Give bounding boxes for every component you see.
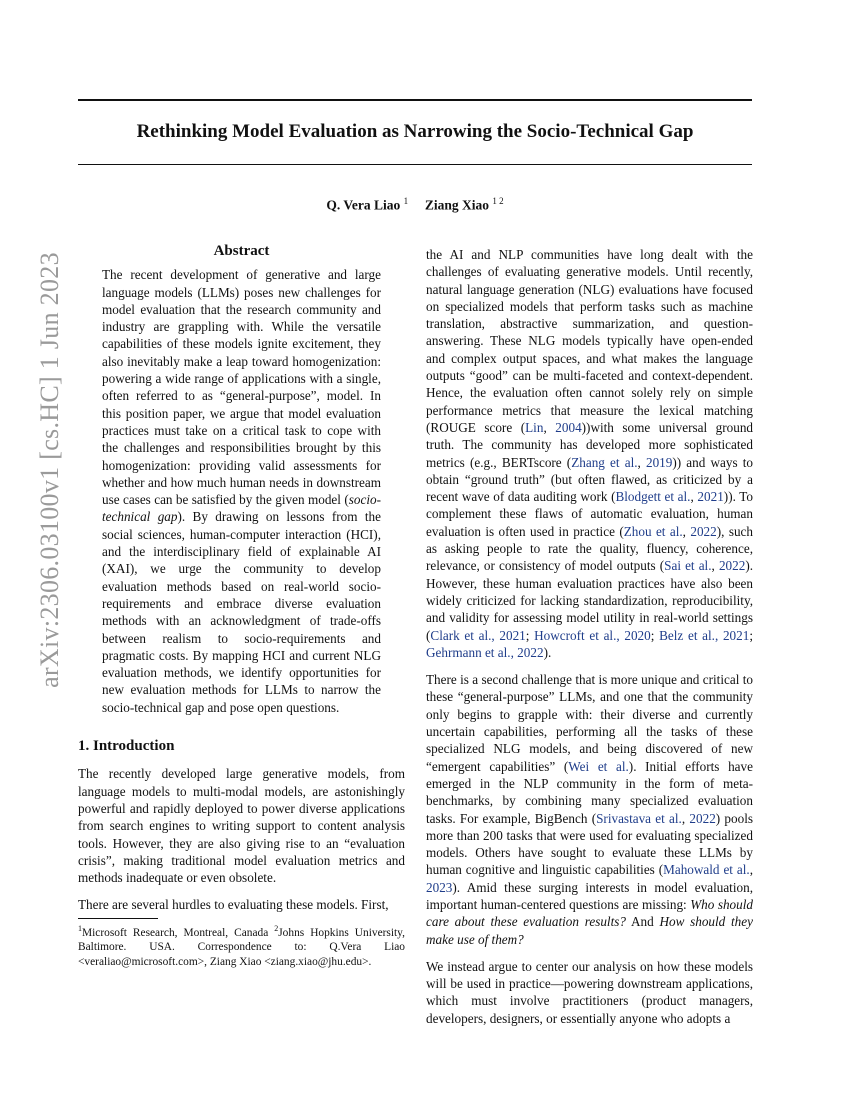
citation-link[interactable]: Mahowald et al.: [663, 862, 750, 878]
citation-link[interactable]: 2022: [690, 523, 717, 539]
citation-link[interactable]: Clark et al., 2021: [430, 627, 526, 643]
citation-link[interactable]: Srivastava et al.: [596, 810, 682, 826]
emphasis-text: socio-technical gap: [102, 492, 381, 525]
author-name: Ziang Xiao: [424, 197, 490, 213]
arxiv-identifier-stamp: arXiv:2306.03100v1 [cs.HC] 1 Jun 2023: [35, 252, 64, 688]
left-column: [78, 243, 405, 924]
body-paragraph: There is a second challenge that is more unique and critical to these “general-purpose” LLMs, and one that the community only begins to grapple with: their diverse and currently uncertain capabilities, performing all the tasks of these specialized NLG models, and being discovered of new “emergent capabilities” (Wei et al.). Initial efforts have emerged in the NLP community in the form of meta-benchmarks, by combining many specialized evaluation tasks. For example, BigBench (Srivastava et al., 2022) pools more than 200 tasks that were used for evaluating specialized models. Others have sought to evaluate these LLMs by human cognitive and linguistic capabilities (Mahowald et al., 2023). Amid these surging interests in model evaluation, important human-centered questions are missing: Who should care about these evaluation results? And How should they make use of them?: [426, 672, 753, 947]
title-top-rule: [78, 99, 752, 101]
footnote-rule: [78, 918, 158, 919]
citation-link[interactable]: 2022: [689, 810, 716, 826]
affiliation-footnote: $^1$Microsoft Research, Montreal, Canada $^2$Johns Hopkins University, Baltimore. USA. Correspondence to: Q.Vera Liao <veraliao@microsoft.com>, Ziang Xiao <ziang.xiao@jhu.edu>.: [78, 924, 405, 968]
body-paragraph: We instead argue to center our analysis on how these models will be used in practice—powering downstream applications, which must involve practitioners (product managers, developers, designers, or essentially anyone who adopts a: [426, 958, 753, 1026]
citation-link[interactable]: Zhou et al.: [623, 523, 683, 539]
citation-link[interactable]: Belz et al., 2021: [659, 627, 750, 643]
citation-link[interactable]: 2021: [697, 489, 724, 505]
body-paragraph: the AI and NLP communities have long dealt with the challenges of evaluating generative models. Until recently, natural language generation (NLG) evaluations have focused on specialized models that perform tasks such as machine translation, abstractive summarization, and question-answering. These NLG models typically have open-ended and complex output spaces, and what makes the language outputs “good” can be multi-faceted and context-dependent. Hence, the evaluation often cannot solely rely on simple performance metrics that measure the lexical matching (ROUGE score (Lin, 2004))with some universal ground truth. The community has developed more sophisticated metrics (e.g., BERTscore (Zhang et al., 2019)) and ways to obtain “ground truth” (but often flawed, as criticized by a recent wave of data auditing work (Blodgett et al., 2021)). To complement these flaws of automatic evaluation, human evaluation is often used in practice (Zhou et al., 2022), such as asking people to rate the quality, fluency, coherence, relevance, or consistency of model outputs (Sai et al., 2022). However, these human evaluation practices have also been widely criticized for lacking standardization, reproducibility, and validity for assessing model utility in real-world settings (Clark et al., 2021; Howcroft et al., 2020; Belz et al., 2021; Gehrmann et al., 2022).: [426, 247, 754, 660]
abstract-text: The recent development of generative and large language models (LLMs) poses new challenges for model evaluation that the research community and industry are grappling with. While the versatile capabilities of these models ignite excitement, they also inevitably make a leap toward homogenization: powering a wide range of applications with a single, often referred to as “general-purpose”, model. In this position paper, we argue that model evaluation practices must take on a critical task to cope with the challenges and responsibilities brought by this homogenization: providing valid assessments for whether and how much human needs in downstream use cases can be satisfied by the given model (socio-technical gap). By drawing on lessons from the social sciences, human-computer interaction (HCI), and the interdisciplinary field of explainable AI (XAI), we urge the community to develop evaluation methods based on real-world socio-requirements and embrace diverse evaluation methods with an acknowledgment of trade-offs between realism to socio-requirements and pragmatic costs. By mapping HCI and current NLG evaluation methods, we identify opportunities for new evaluation methods for LLMs to narrow the socio-technical gap and pose open questions.: [102, 267, 381, 715]
author-affiliation-mark: 1 2: [492, 196, 504, 206]
author-affiliation-mark: 1: [403, 196, 409, 206]
citation-link[interactable]: 2022: [718, 558, 746, 574]
title-bottom-rule: [78, 164, 752, 165]
citation-link[interactable]: Sai et al.: [664, 558, 712, 574]
citation-link[interactable]: 2023: [426, 879, 453, 895]
citation-link[interactable]: Zhang et al.: [571, 454, 638, 470]
emphasis-text: How should they make use of them?: [426, 914, 753, 947]
citation-link[interactable]: Lin: [525, 419, 544, 435]
section-heading-introduction: 1. Introduction: [78, 738, 175, 755]
citation-link[interactable]: Blodgett et al.: [615, 489, 691, 505]
citation-link[interactable]: Gehrmann et al., 2022: [426, 644, 544, 660]
intro-paragraph: The recently developed large generative models, from language models to multi-modal models, are astonishingly powerful and rapidly deployed to power diverse applications from search engines to writing support to content analysis tools. However, they are also giving rise to an “evaluation crisis”, making traditional model evaluation metrics and methods inadequate or even obsolete.: [78, 766, 405, 886]
abstract-heading: Abstract: [213, 243, 270, 259]
author-name: Q. Vera Liao: [326, 197, 401, 213]
citation-link[interactable]: 2004: [555, 419, 582, 435]
intro-paragraph: There are several hurdles to evaluating these models. First,: [78, 897, 389, 913]
author-list: [78, 196, 752, 214]
emphasis-text: Who should care about these evaluation results?: [426, 896, 753, 930]
citation-link[interactable]: Wei et al.: [568, 758, 629, 774]
citation-link[interactable]: 2019: [645, 454, 673, 470]
citation-link[interactable]: Howcroft et al., 2020: [534, 627, 651, 643]
paper-title: Rethinking Model Evaluation as Narrowing the Socio-Technical Gap: [136, 121, 694, 142]
right-column: [426, 246, 753, 1037]
